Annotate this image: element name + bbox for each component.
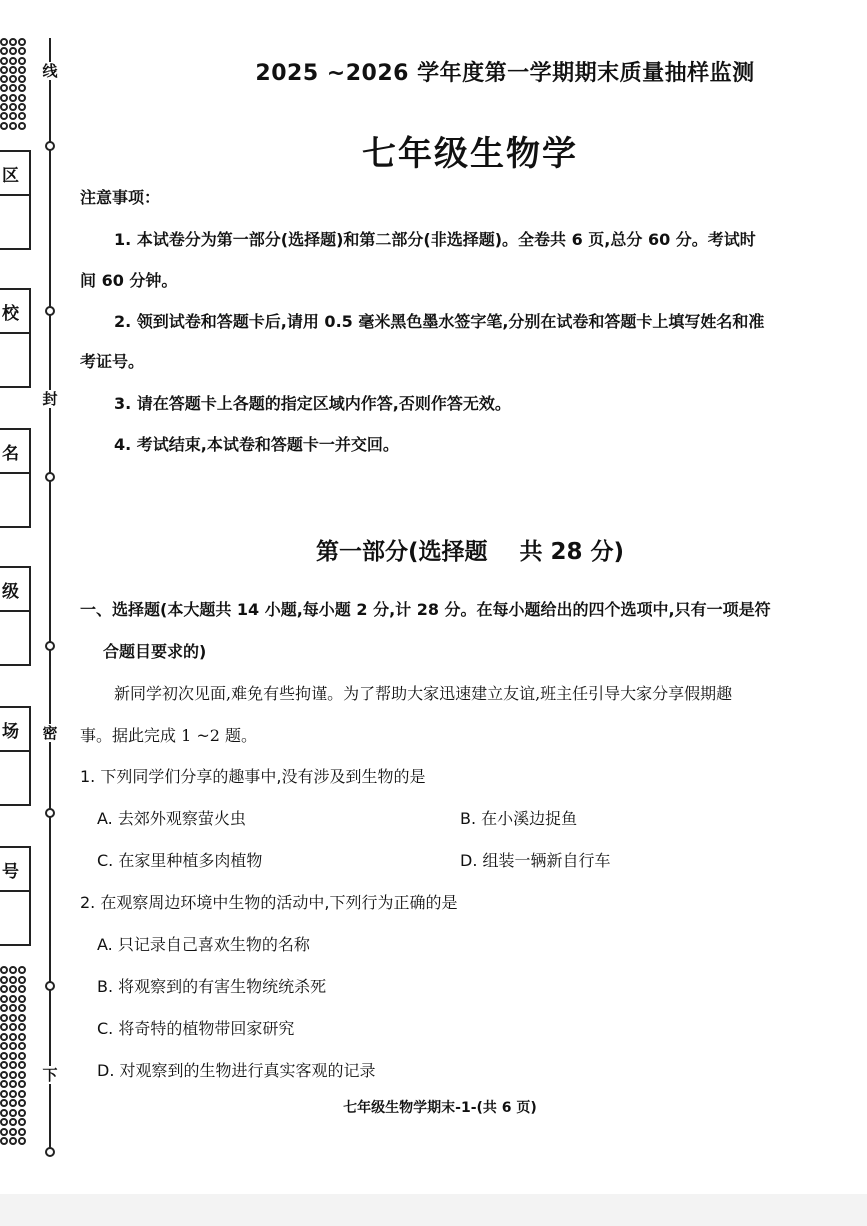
binding-hole bbox=[0, 57, 8, 65]
binding-hole bbox=[0, 47, 8, 55]
binding-hole bbox=[9, 1137, 17, 1145]
binding-hole bbox=[9, 1128, 17, 1136]
binding-hole bbox=[18, 1004, 26, 1012]
binding-hole bbox=[9, 976, 17, 984]
binding-hole bbox=[9, 38, 17, 46]
binding-hole bbox=[18, 122, 26, 130]
binding-hole bbox=[0, 995, 8, 1003]
binding-hole bbox=[0, 1118, 8, 1126]
binding-hole bbox=[9, 122, 17, 130]
binding-hole bbox=[0, 1014, 8, 1022]
binding-char-line: 线 bbox=[42, 62, 58, 80]
binding-hole bbox=[9, 1052, 17, 1060]
binding-hole bbox=[18, 1099, 26, 1107]
binding-hole bbox=[9, 966, 17, 974]
binding-hole bbox=[9, 66, 17, 74]
binding-hole bbox=[0, 38, 8, 46]
field-label: 级 bbox=[0, 568, 29, 612]
notice-item-1-cont: 间 60 分钟。 bbox=[80, 271, 178, 290]
notice-heading: 注意事项： bbox=[80, 188, 161, 207]
binding-hole bbox=[18, 1080, 26, 1088]
field-name[interactable] bbox=[0, 428, 31, 528]
binding-hole bbox=[18, 976, 26, 984]
part1-title: 第一部分(选择题 共 28 分) bbox=[315, 539, 625, 565]
binding-hole bbox=[9, 1033, 17, 1041]
question-2-option-d: D. 对观察到的生物进行真实客观的记录 bbox=[97, 1061, 376, 1080]
binding-hole bbox=[9, 75, 17, 83]
binding-hole bbox=[18, 84, 26, 92]
notice-item-4: 4. 考试结束,本试卷和答题卡一并交回。 bbox=[114, 435, 399, 454]
binding-hole bbox=[9, 1042, 17, 1050]
page-footer: 七年级生物学期末-1-(共 6 页) bbox=[343, 1100, 537, 1116]
binding-hole bbox=[9, 103, 17, 111]
binding-hole bbox=[0, 1052, 8, 1060]
binding-hole bbox=[9, 1071, 17, 1079]
part1-instructions: 一、选择题(本大题共 14 小题,每小题 2 分,计 28 分。在每小题给出的四个选项中,只有一项是符 bbox=[80, 600, 771, 619]
binding-hole bbox=[9, 112, 17, 120]
binding-hole bbox=[18, 1023, 26, 1031]
binding-hole bbox=[0, 84, 8, 92]
binding-hole bbox=[0, 66, 8, 74]
binding-char-secret: 密 bbox=[42, 724, 58, 742]
binding-hole bbox=[0, 103, 8, 111]
binding-hole bbox=[0, 966, 8, 974]
question-2-option-b: B. 将观察到的有害生物统统杀死 bbox=[97, 977, 327, 996]
binding-hole bbox=[18, 112, 26, 120]
binding-hole bbox=[9, 1099, 17, 1107]
part1-instructions-cont: 合题目要求的) bbox=[103, 642, 207, 661]
binding-hole bbox=[18, 1118, 26, 1126]
notice-item-2: 2. 领到试卷和答题卡后,请用 0.5 毫米黑色墨水签字笔,分别在试卷和答题卡上填写姓名和准 bbox=[114, 312, 765, 331]
binding-hole bbox=[0, 985, 8, 993]
binding-hole bbox=[0, 122, 8, 130]
binding-hole bbox=[18, 57, 26, 65]
binding-hole bbox=[18, 1109, 26, 1117]
binding-hole bbox=[0, 112, 8, 120]
field-label: 名 bbox=[0, 430, 29, 474]
notice-item-3: 3. 请在答题卡上各题的指定区域内作答,否则作答无效。 bbox=[114, 394, 511, 413]
subject-title: 七年级生物学 bbox=[362, 134, 578, 174]
binding-hole bbox=[9, 1118, 17, 1126]
binding-hole bbox=[0, 1042, 8, 1050]
binding-hole bbox=[18, 1033, 26, 1041]
field-label: 号 bbox=[0, 848, 29, 892]
binding-hole bbox=[9, 1109, 17, 1117]
binding-hole bbox=[18, 1061, 26, 1069]
binding-hole bbox=[0, 1071, 8, 1079]
binding-hole bbox=[18, 94, 26, 102]
notice-item-1: 1. 本试卷分为第一部分(选择题)和第二部分(非选择题)。全卷共 6 页,总分 60 分。考试时 bbox=[114, 230, 756, 249]
binding-hole bbox=[9, 1004, 17, 1012]
field-school[interactable] bbox=[0, 288, 31, 388]
binding-hole bbox=[0, 1061, 8, 1069]
binding-dot bbox=[45, 472, 55, 482]
binding-dot bbox=[45, 641, 55, 651]
binding-char-seal: 封 bbox=[42, 390, 58, 408]
binding-char-below: 下 bbox=[42, 1066, 58, 1084]
binding-hole bbox=[9, 995, 17, 1003]
notice-item-2-cont: 考证号。 bbox=[80, 352, 145, 371]
binding-dot bbox=[45, 981, 55, 991]
binding-hole bbox=[0, 1109, 8, 1117]
question-2-option-c: C. 将奇特的植物带回家研究 bbox=[97, 1019, 295, 1038]
binding-hole bbox=[0, 1023, 8, 1031]
binding-hole bbox=[18, 985, 26, 993]
binding-holes-top bbox=[0, 38, 30, 130]
binding-hole bbox=[18, 75, 26, 83]
binding-hole bbox=[18, 1090, 26, 1098]
field-label: 区 bbox=[0, 152, 29, 196]
binding-hole bbox=[18, 1128, 26, 1136]
question-1-option-a: A. 去郊外观察萤火虫 bbox=[97, 809, 246, 828]
binding-hole bbox=[18, 1052, 26, 1060]
passage-cont: 事。据此完成 1 ~2 题。 bbox=[80, 726, 258, 745]
field-label: 校 bbox=[0, 290, 29, 334]
binding-hole bbox=[9, 1014, 17, 1022]
passage: 新同学初次见面,难免有些拘谨。为了帮助大家迅速建立友谊,班主任引导大家分享假期趣 bbox=[114, 684, 733, 703]
binding-hole bbox=[9, 985, 17, 993]
binding-hole bbox=[18, 47, 26, 55]
page-bottom-edge bbox=[0, 1194, 867, 1226]
field-label: 场 bbox=[0, 708, 29, 752]
binding-hole bbox=[0, 1080, 8, 1088]
binding-holes-bottom bbox=[0, 966, 30, 1146]
binding-hole bbox=[18, 1042, 26, 1050]
field-district[interactable] bbox=[0, 150, 31, 250]
binding-hole bbox=[0, 976, 8, 984]
binding-hole bbox=[18, 1071, 26, 1079]
question-1-option-d: D. 组装一辆新自行车 bbox=[460, 851, 611, 870]
binding-hole bbox=[0, 1033, 8, 1041]
binding-hole bbox=[0, 1137, 8, 1145]
binding-hole bbox=[18, 66, 26, 74]
binding-hole bbox=[9, 1061, 17, 1069]
binding-hole bbox=[18, 103, 26, 111]
binding-hole bbox=[9, 1090, 17, 1098]
binding-hole bbox=[0, 94, 8, 102]
question-1-stem: 1. 下列同学们分享的趣事中,没有涉及到生物的是 bbox=[80, 767, 426, 786]
binding-hole bbox=[18, 995, 26, 1003]
question-1-option-b: B. 在小溪边捉鱼 bbox=[460, 809, 578, 828]
question-1-option-c: C. 在家里种植多肉植物 bbox=[97, 851, 263, 870]
exam-title: 2025 ~2026 学年度第一学期期末质量抽样监测 bbox=[255, 61, 755, 86]
binding-hole bbox=[9, 94, 17, 102]
field-number[interactable] bbox=[0, 846, 31, 946]
question-2-option-a: A. 只记录自己喜欢生物的名称 bbox=[97, 935, 310, 954]
binding-dot bbox=[45, 808, 55, 818]
binding-hole bbox=[9, 1023, 17, 1031]
binding-dot bbox=[45, 141, 55, 151]
binding-hole bbox=[9, 1080, 17, 1088]
binding-hole bbox=[18, 38, 26, 46]
binding-hole bbox=[18, 1137, 26, 1145]
field-class[interactable] bbox=[0, 566, 31, 666]
binding-hole bbox=[9, 47, 17, 55]
binding-hole bbox=[0, 1099, 8, 1107]
binding-hole bbox=[0, 1128, 8, 1136]
binding-dot bbox=[45, 1147, 55, 1157]
binding-hole bbox=[18, 1014, 26, 1022]
binding-hole bbox=[0, 1090, 8, 1098]
question-2-stem: 2. 在观察周边环境中生物的活动中,下列行为正确的是 bbox=[80, 893, 458, 912]
binding-hole bbox=[0, 1004, 8, 1012]
binding-hole bbox=[0, 75, 8, 83]
binding-hole bbox=[18, 966, 26, 974]
binding-hole bbox=[9, 57, 17, 65]
binding-dot bbox=[45, 306, 55, 316]
field-exam-room[interactable] bbox=[0, 706, 31, 806]
binding-hole bbox=[9, 84, 17, 92]
